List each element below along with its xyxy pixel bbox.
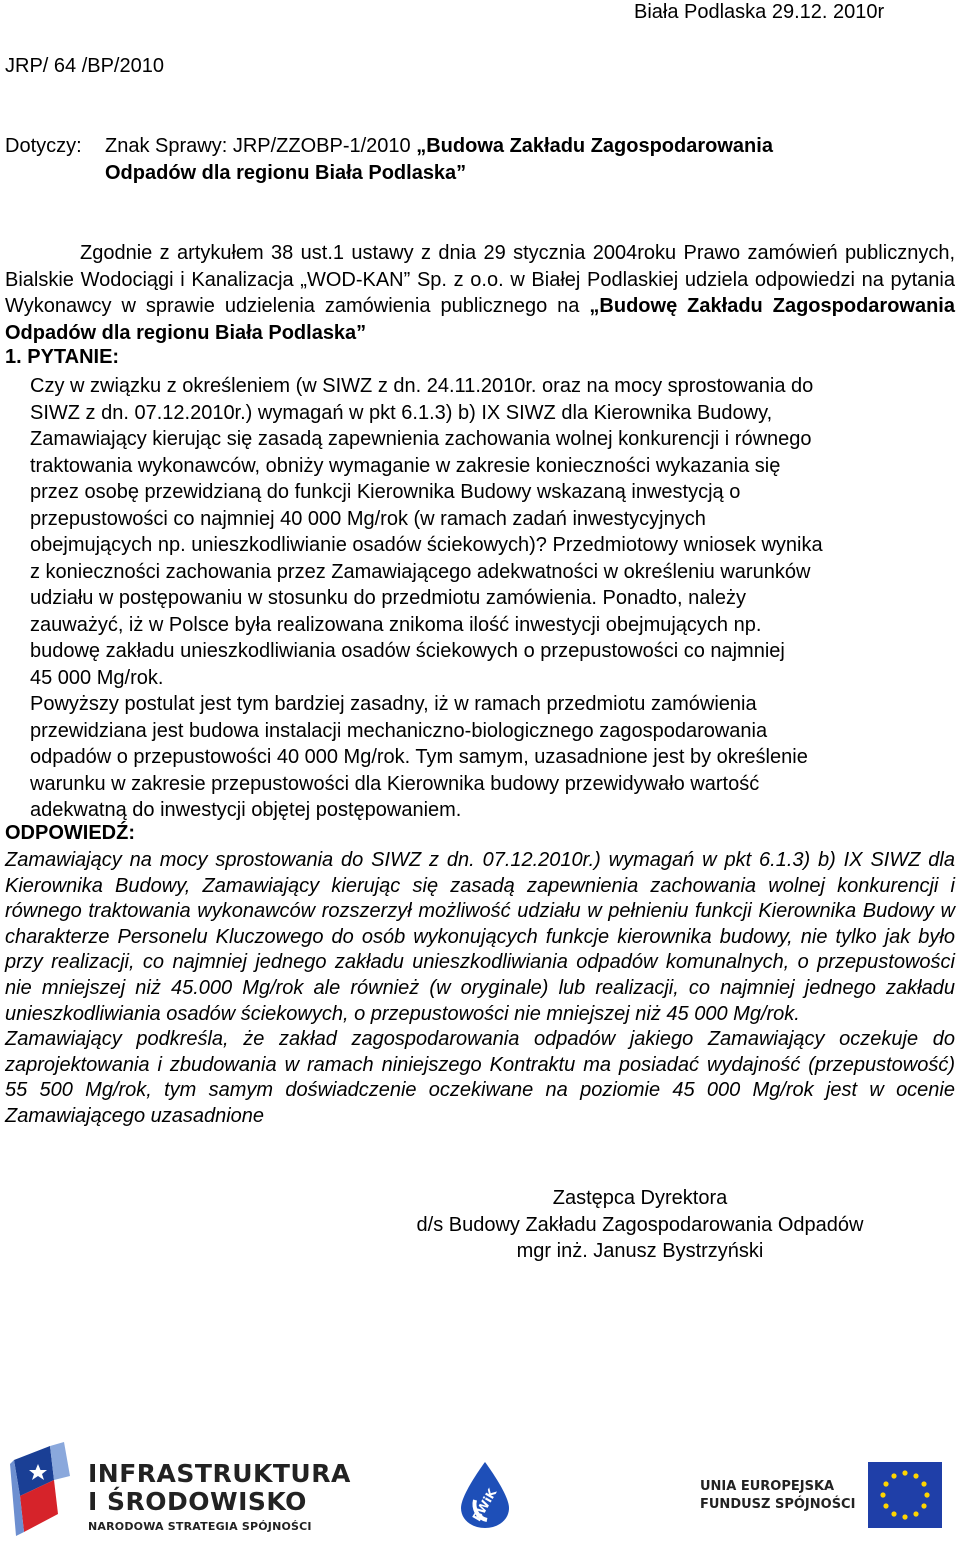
question-line: traktowania wykonawców, obniży wymaganie w zakresie konieczności wykazania się [30,454,781,477]
eu-logo-line2: FUNDUSZ SPÓJNOŚCI [700,1497,856,1512]
question-body [30,373,955,824]
question-line: Zamawiający kierując się zasadą zapewnienia zachowania wolnej konkurencji i równego [30,428,812,450]
project-title-line1: „Budowa Zakładu Zagospodarowania [416,135,773,157]
project-title-line2: Odpadów dla regionu Biała Podlaska” [105,161,467,184]
question-line: budowę zakładu unieszkodliwiania osadów ściekowych o przepustowości co najmniej [30,640,785,662]
ie-logo-line1: INFRASTRUKTURA [88,1459,351,1488]
answer-paragraph-2: Zamawiający podkreśla, że zakład zagospodarowania odpadów jakiego Zamawiający oczekuje do zaprojektowania i zbudowania w ramach niniejszego Kontraktu ma posiadać wydajność (przepustowość) 55 500 Mg/rok, tym samym doświadczenie oczekiwane na poziomie 45 000 Mg/rok jest w ocenie Zamawiającego uzasadnione [5,1028,955,1127]
bwik-logo [455,1460,515,1530]
intro-project: „Budowę Zakładu Zagospodarowania Odpadów dla regionu Biała Podlaska” [5,295,955,344]
signature-block [360,1185,920,1265]
question-line: Czy w związku z określeniem (w SIWZ z dn. 24.11.2010r. oraz na mocy sprostowania do [30,375,814,397]
question-line: przez osobę przewidzianą do funkcji Kierownika Budowy wskazaną inwestycją o [30,481,741,503]
question-line: adekwatną do inwestycji objętej postępowaniem. [30,799,462,821]
intro-paragraph [5,240,955,346]
question-line: przewidziana jest budowa instalacji mechaniczno-biologicznego zagospodarowania [30,719,768,742]
question-line: warunku w zakresie przepustowości dla Kierownika budowy przewidywało wartość [30,772,760,795]
answer-heading: ODPOWIEDŹ: [5,822,135,844]
eu-flag-icon [868,1462,942,1528]
question-line: 45 000 Mg/rok. [30,666,164,689]
signature-department: d/s Budowy Zakładu Zagospodarowania Odpadów [416,1213,864,1236]
eu-logo [700,1462,945,1530]
subject-block [5,133,955,186]
question-line: zauważyć, iż w Polsce była realizowana znikoma ilość inwestycji obejmujących np. [30,613,762,636]
signature-name: mgr inż. Janusz Bystrzyński [516,1240,764,1262]
signature-title: Zastępca Dyrektora [552,1187,728,1209]
question-heading: 1. PYTANIE: [5,346,120,368]
infrastruktura-logo [10,1440,351,1540]
question-line: z konieczności zachowania przez Zamawiającego adekwatności w określeniu warunków [30,560,811,583]
question-line: obejmujących np. unieszkodliwianie osadów ściekowych)? Przedmiotowy wniosek wynika [30,534,823,556]
question-line: udziału w postępowaniu w stosunku do przedmiotu zamówienia. Ponadto, należy [30,587,746,609]
eu-logo-line1: UNIA EUROPEJSKA [700,1479,835,1494]
ie-logo-line3: NARODOWA STRATEGIA SPÓJNOŚCI [88,1520,312,1533]
question-line: Powyższy postulat jest tym bardziej zasadny, iż w ramach przedmiotu zamówienia [30,693,757,715]
question-line: odpadów o przepustowości 40 000 Mg/rok. Tym samym, uzasadnione jest by określenie [30,746,808,768]
document-date: Biała Podlaska 29.12. 2010r [634,1,885,23]
case-number: Znak Sprawy: JRP/ZZOBP-1/2010 [105,135,411,157]
bwik-text: BWiK [469,1486,500,1524]
question-line: przepustowości co najmniej 40 000 Mg/rok (w ramach zadań inwestycyjnych [30,507,706,530]
question-line: SIWZ z dn. 07.12.2010r.) wymagań w pkt 6.1.3) b) IX SIWZ dla Kierownika Budowy, [30,401,773,424]
ie-logo-line2: I ŚRODOWISKO [88,1487,307,1516]
intro-text: Zgodnie z artykułem 38 ust.1 ustawy z dnia 29 stycznia 2004roku Prawo zamówień publicznych, Bialskie Wodociągi i Kanalizacja „WOD-KAN” Sp. z o.o. w Białej Podlaskiej udziela odpowiedzi na pytania Wykonawcy w sprawie udzielenia zamówienia publicznego na [5,242,955,318]
reference-number: JRP/ 64 /BP/2010 [5,55,164,77]
answer-body [5,848,955,1130]
ie-flag-icon [10,1440,78,1538]
answer-paragraph-1: Zamawiający na mocy sprostowania do SIWZ z dn. 07.12.2010r.) wymagań w pkt 6.1.3) b) IX SIWZ dla Kierownika Budowy, Zamawiający kierując się zasadą zapewnienia zachowania wolnej konkurencji i równego traktowania wykonawców rozszerzył możliwość udziału w pełnieniu funkcji Kierownika Budowy w charakterze Personelu Kluczowego do osób wykonujących funkcje kierownika budowy, nie tylko jak było przy realizacji, co najmniej jednego zakładu unieszkodliwiania odpadów komunalnych, o przepustowości nie mniejszej niż 45.000 Mg/rok ale również (w oryginale) lub realizacji, co najmniej jednego zakładu unieszkodliwiania osadów ściekowych, o przepustowości nie mniejszej niż 45 000 Mg/rok. [5,849,955,1025]
subject-label: Dotyczy: [5,135,82,157]
